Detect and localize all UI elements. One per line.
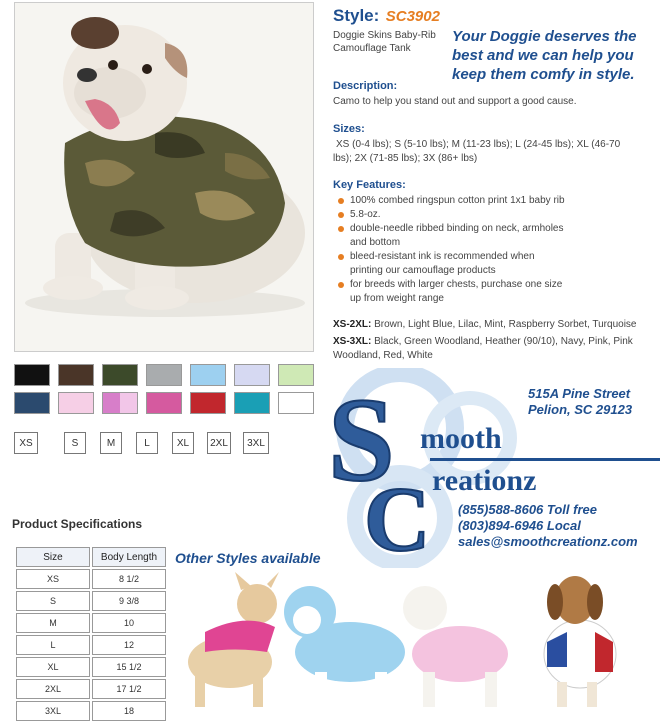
description-text: Camo to help you stand out and support a good cause. bbox=[333, 96, 577, 107]
product-name-line2: Camouflage Tank bbox=[333, 43, 411, 54]
style-label: Style: bbox=[333, 6, 380, 25]
size-cell: S bbox=[16, 591, 90, 611]
feature-text: printing our camouflage products bbox=[350, 265, 496, 276]
feature-text: and bottom bbox=[350, 237, 401, 248]
swatch-light-blue[interactable] bbox=[190, 364, 226, 386]
style-code: SC3902 bbox=[385, 8, 440, 25]
svg-text:C: C bbox=[364, 468, 431, 568]
sizes-line1: XS (0-4 lbs); S (5-10 lbs); M (11-23 lbs); L (24-45 lbs); XL (46-70 bbox=[336, 139, 621, 150]
description-heading: Description: bbox=[333, 80, 398, 92]
feature-item bbox=[336, 250, 656, 278]
bulldog-illustration bbox=[15, 3, 314, 352]
feature-text: double-needle ribbed binding on neck, armholes bbox=[350, 223, 564, 234]
length-cell: 17 1/2 bbox=[92, 679, 166, 699]
specs-title: Product Specifications bbox=[12, 517, 143, 531]
svg-text:S: S bbox=[328, 373, 395, 506]
other-styles-label: Other Styles available bbox=[175, 550, 321, 566]
swatch-red[interactable] bbox=[190, 392, 226, 414]
table-row bbox=[16, 679, 166, 699]
size-button-xl[interactable]: XL bbox=[172, 432, 194, 454]
product-photo bbox=[14, 2, 314, 352]
style-heading bbox=[333, 6, 440, 26]
feature-item bbox=[336, 208, 656, 222]
table-row bbox=[16, 591, 166, 611]
size-button-2xl[interactable]: 2XL bbox=[207, 432, 231, 454]
tagline bbox=[452, 27, 637, 84]
tagline-line3: keep them comfy in style. bbox=[452, 66, 635, 83]
colors-xs3xl-list: Black, Green Woodland, Heather (90/10), Navy, Pink, Pink bbox=[374, 336, 633, 347]
length-cell: 15 1/2 bbox=[92, 657, 166, 677]
table-row bbox=[16, 569, 166, 589]
feature-item bbox=[336, 194, 656, 208]
table-row bbox=[16, 635, 166, 655]
sizes-text bbox=[333, 138, 620, 166]
feature-text: 100% combed ringspun cotton print 1x1 baby rib bbox=[350, 195, 565, 206]
table-header-row bbox=[16, 547, 166, 567]
size-cell: 3XL bbox=[16, 701, 90, 721]
phone-local[interactable]: (803)894-6946 Local bbox=[458, 518, 581, 533]
feature-item bbox=[336, 278, 656, 306]
swatch-green-woodland[interactable] bbox=[102, 364, 138, 386]
swatch-raspberry-sorbet[interactable] bbox=[146, 392, 182, 414]
sizes-line2: lbs); 2X (71-85 lbs); 3X (86+ lbs) bbox=[333, 153, 478, 164]
feature-item bbox=[336, 222, 656, 250]
size-button-l[interactable]: L bbox=[136, 432, 158, 454]
colors-xs3xl-list-cont: Woodland, Red, White bbox=[333, 350, 433, 361]
logo-word-reationz: reationz bbox=[432, 464, 537, 497]
address-city: Pelion, SC 29123 bbox=[528, 402, 633, 417]
size-button-m[interactable]: M bbox=[100, 432, 122, 454]
size-cell: L bbox=[16, 635, 90, 655]
specs-table bbox=[14, 545, 168, 723]
swatch-brown[interactable] bbox=[58, 364, 94, 386]
length-cell: 9 3/8 bbox=[92, 591, 166, 611]
table-header: Size bbox=[16, 547, 90, 567]
contact-info bbox=[458, 502, 638, 550]
size-cell: XS bbox=[16, 569, 90, 589]
swatch-navy[interactable] bbox=[14, 392, 50, 414]
other-styles-dogs bbox=[175, 572, 655, 717]
colors-xs2xl bbox=[333, 318, 653, 332]
length-cell: 18 bbox=[92, 701, 166, 721]
size-button-s[interactable]: S bbox=[64, 432, 86, 454]
swatch-turquoise[interactable] bbox=[234, 392, 270, 414]
length-cell: 8 1/2 bbox=[92, 569, 166, 589]
swatch-white[interactable] bbox=[278, 392, 314, 414]
table-row bbox=[16, 657, 166, 677]
phone-toll-free[interactable]: (855)588-8606 Toll free bbox=[458, 502, 597, 517]
swatch-black[interactable] bbox=[14, 364, 50, 386]
swatch-heather[interactable] bbox=[146, 364, 182, 386]
logo-word-mooth: mooth bbox=[420, 422, 502, 455]
dog-pink-tee[interactable] bbox=[403, 586, 508, 707]
color-availability bbox=[333, 318, 653, 363]
feature-text: for breeds with larger chests, purchase one size bbox=[350, 279, 563, 290]
features-heading: Key Features: bbox=[333, 179, 406, 191]
size-button-3xl[interactable]: 3XL bbox=[243, 432, 269, 454]
length-cell: 10 bbox=[92, 613, 166, 633]
feature-text: up from weight range bbox=[350, 293, 444, 304]
address-street: 515A Pine Street bbox=[528, 386, 631, 401]
sizes-heading: Sizes: bbox=[333, 123, 365, 135]
email-link[interactable]: sales@smoothcreationz.com bbox=[458, 534, 638, 549]
product-name-line1: Doggie Skins Baby-Rib bbox=[333, 30, 436, 41]
length-cell: 12 bbox=[92, 635, 166, 655]
swatch-pink-woodland[interactable] bbox=[102, 392, 138, 414]
dog-chihuahua[interactable] bbox=[188, 572, 279, 707]
product-name bbox=[333, 29, 436, 55]
table-header: Body Length bbox=[92, 547, 166, 567]
size-cell: M bbox=[16, 613, 90, 633]
table-row bbox=[16, 701, 166, 721]
dog-blue-hoodie[interactable] bbox=[284, 586, 405, 702]
colors-xs3xl bbox=[333, 335, 653, 349]
tagline-line2: best and we can help you bbox=[452, 47, 634, 64]
swatch-mint[interactable] bbox=[278, 364, 314, 386]
feature-text: 5.8-oz. bbox=[350, 209, 381, 220]
tagline-line1: Your Doggie deserves the bbox=[452, 28, 637, 45]
colors-xs3xl-label: XS-3XL: bbox=[333, 336, 372, 347]
table-row bbox=[16, 613, 166, 633]
size-button-xs[interactable]: XS bbox=[14, 432, 38, 454]
features-list bbox=[336, 194, 656, 306]
size-cell: XL bbox=[16, 657, 90, 677]
swatch-lilac[interactable] bbox=[234, 364, 270, 386]
smooth-creationz-logo bbox=[320, 368, 660, 568]
swatch-pink[interactable] bbox=[58, 392, 94, 414]
dog-flag-tee[interactable] bbox=[544, 576, 616, 707]
colors-xs2xl-label: XS-2XL: bbox=[333, 319, 372, 330]
address bbox=[528, 386, 632, 418]
colors-xs2xl-list: Brown, Light Blue, Lilac, Mint, Raspberry Sorbet, Turquoise bbox=[374, 319, 637, 330]
feature-text: bleed-resistant ink is recommended when bbox=[350, 251, 535, 262]
size-cell: 2XL bbox=[16, 679, 90, 699]
